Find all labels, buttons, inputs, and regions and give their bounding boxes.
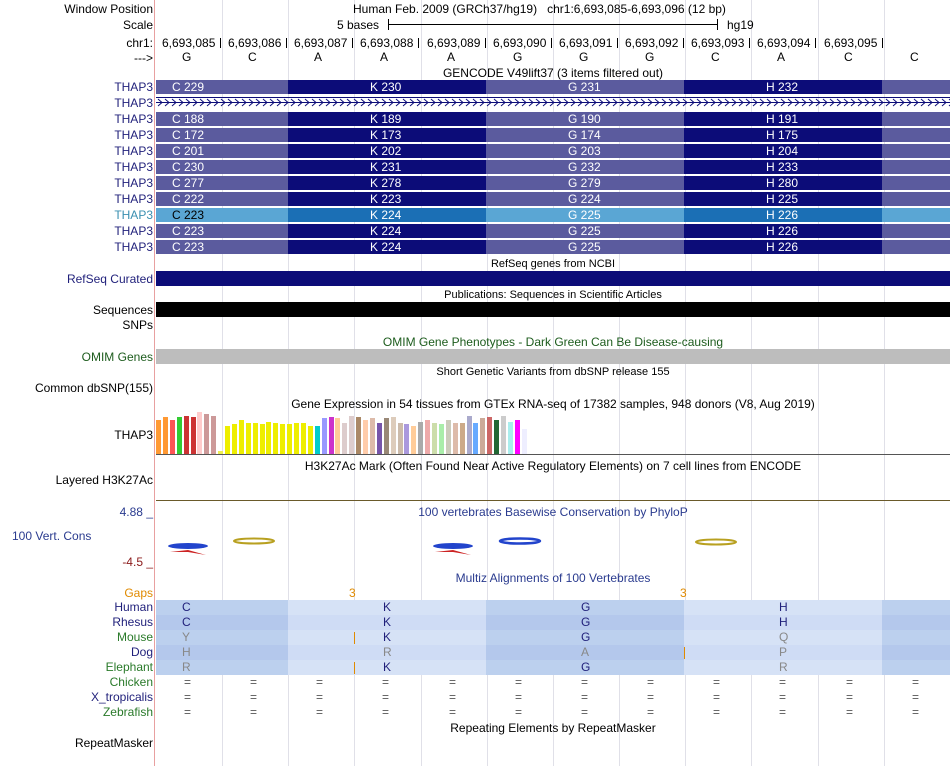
codon-cell[interactable]: H 226	[684, 240, 882, 254]
alignment-cell: R	[156, 660, 288, 675]
gencode-transcript-row[interactable]	[156, 144, 950, 158]
alignment-cell: R	[684, 660, 882, 675]
gtex-tissue-bar[interactable]	[329, 417, 334, 454]
gtex-tissue-bar[interactable]	[191, 417, 196, 454]
codon-cell[interactable]: G 225	[486, 208, 684, 222]
coordinate-tick	[683, 38, 684, 48]
coordinate-tick	[485, 38, 486, 48]
gap-equals-mark: =	[515, 675, 523, 689]
codon-cell[interactable]: C 277	[156, 176, 288, 190]
scale-bases: 5 bases	[337, 18, 380, 32]
gtex-baseline	[156, 454, 950, 455]
alignment-cell: K	[288, 660, 486, 675]
coordinate-tick	[617, 38, 618, 48]
gencode-transcript-row[interactable]	[156, 192, 950, 206]
gap-equals-mark: =	[250, 690, 258, 704]
gap-equals-mark: =	[382, 675, 390, 689]
repeatmasker-label[interactable]: RepeatMasker	[74, 736, 153, 750]
gap-count-1: 3	[349, 586, 356, 600]
species-alignment-row[interactable]	[156, 615, 950, 630]
chrom-label: chr1:	[126, 36, 153, 50]
insertion-marker	[354, 662, 355, 674]
gtex-tissue-bar[interactable]	[204, 414, 209, 454]
scale-label: Scale	[122, 18, 153, 32]
gap-equals-mark: =	[316, 690, 324, 704]
gencode-transcript-row[interactable]	[156, 208, 950, 222]
gap-equals-mark: =	[382, 690, 390, 704]
gap-equals-mark: =	[912, 690, 920, 704]
cons-min-label: -4.5 _	[122, 555, 153, 569]
codon-cell[interactable]: C 223	[156, 224, 288, 238]
alignment-cell	[882, 645, 950, 660]
gencode-transcript-row[interactable]	[156, 224, 950, 238]
gencode-transcript-row[interactable]	[156, 80, 950, 94]
species-alignment-row[interactable]	[156, 600, 950, 615]
gtex-tissue-bar[interactable]	[246, 423, 251, 454]
gtex-tissue-bar[interactable]	[177, 417, 182, 454]
gap-equals-mark: =	[184, 675, 192, 689]
gtex-tissue-bar[interactable]	[363, 420, 368, 454]
gtex-tissue-bar[interactable]	[253, 423, 258, 454]
base-letter: A	[314, 50, 323, 64]
coordinate-label: 6,693,087	[294, 36, 348, 50]
gap-equals-mark: =	[713, 690, 721, 704]
refseq-gene-bar[interactable]	[156, 271, 950, 286]
coordinate-tick	[815, 38, 816, 48]
alignment-cell: K	[288, 630, 486, 645]
refseq-label[interactable]: RefSeq Curated	[66, 272, 153, 286]
gtex-tissue-bar[interactable]	[356, 417, 361, 454]
base-letter: G	[579, 50, 589, 64]
gap-equals-mark: =	[449, 675, 457, 689]
alignment-cell: K	[288, 600, 486, 615]
coordinate-label: 6,693,085	[162, 36, 216, 50]
gap-equals-mark: =	[184, 690, 192, 704]
coordinate-label: 6,693,092	[625, 36, 679, 50]
coordinate-label: 6,693,089	[427, 36, 481, 50]
species-label[interactable]: X_tropicalis	[90, 690, 153, 704]
window-position-assembly: Human Feb. 2009 (GRCh37/hg19) chr1:6,693,085-6,693,096 (12 bp)	[353, 2, 726, 16]
coordinate-label: 6,693,088	[360, 36, 414, 50]
codon-cell[interactable]: K 189	[288, 112, 486, 126]
gtex-tissue-bar[interactable]	[418, 422, 423, 454]
gap-equals-mark: =	[779, 690, 787, 704]
alignment-cell: H	[684, 615, 882, 630]
gtex-tissue-bar[interactable]	[163, 417, 168, 454]
species-label[interactable]: Chicken	[109, 675, 153, 689]
codon-cell[interactable]: H 226	[684, 224, 882, 238]
codon-cell[interactable]: K 224	[288, 224, 486, 238]
codon-cell[interactable]: C 222	[156, 192, 288, 206]
alignment-cell: Y	[156, 630, 288, 645]
codon-cell[interactable]	[882, 80, 950, 94]
gaps-label[interactable]: Gaps	[124, 586, 153, 600]
gtex-tissue-bar[interactable]	[501, 416, 506, 454]
gencode-row-label[interactable]: THAP3	[114, 240, 153, 254]
gencode-row-label[interactable]: THAP3	[114, 112, 153, 126]
gtex-tissue-bar[interactable]	[404, 424, 409, 454]
alignment-cell	[882, 615, 950, 630]
alignment-cell: H	[156, 645, 288, 660]
codon-cell[interactable]: G 203	[486, 144, 684, 158]
cons-glyph-c1	[234, 539, 274, 544]
coordinate-tick	[551, 38, 552, 48]
gtex-tissue-bar[interactable]	[425, 420, 430, 454]
coordinate-tick	[418, 38, 419, 48]
codon-cell[interactable]	[882, 192, 950, 206]
base-letter: C	[248, 50, 257, 64]
gtex-tissue-bar[interactable]	[384, 418, 389, 454]
scale-bar	[388, 24, 718, 25]
gap-equals-mark: =	[779, 675, 787, 689]
codon-cell[interactable]	[882, 176, 950, 190]
codon-cell[interactable]: C 201	[156, 144, 288, 158]
gtex-tissue-bar[interactable]	[398, 423, 403, 454]
gtex-tissue-bar[interactable]	[156, 420, 161, 454]
gtex-tissue-bar[interactable]	[308, 426, 313, 454]
alignment-cell: R	[288, 645, 486, 660]
coordinate-label: 6,693,093	[691, 36, 745, 50]
pubs-sequence-bar[interactable]	[156, 302, 950, 317]
insertion-marker	[354, 632, 355, 644]
gtex-tissue-bar[interactable]	[515, 420, 520, 454]
codon-cell[interactable]: C 188	[156, 112, 288, 126]
gtex-tissue-bar[interactable]	[301, 423, 306, 454]
codon-cell[interactable]: G 224	[486, 192, 684, 206]
gtex-tissue-bar[interactable]	[184, 416, 189, 454]
coordinate-tick	[286, 38, 287, 48]
base-letter: C	[711, 50, 720, 64]
alignment-cell: C	[156, 615, 288, 630]
h3k27ac-baseline	[156, 500, 950, 501]
alignment-cell: H	[684, 600, 882, 615]
species-label[interactable]: Dog	[130, 645, 153, 659]
gtex-tissue-bar[interactable]	[473, 423, 478, 454]
codon-cell[interactable]: G 190	[486, 112, 684, 126]
gap-equals-mark: =	[713, 705, 721, 719]
gtex-tissue-bar[interactable]	[232, 424, 237, 454]
alignment-cell: P	[684, 645, 882, 660]
gencode-transcript-row[interactable]	[156, 160, 950, 174]
gtex-tissue-bar[interactable]	[287, 424, 292, 454]
codon-cell[interactable]	[882, 160, 950, 174]
codon-cell[interactable]: K 224	[288, 208, 486, 222]
codon-cell[interactable]: C 230	[156, 160, 288, 174]
base-letter: C	[844, 50, 853, 64]
track-divider	[154, 0, 155, 766]
gtex-tissue-bar[interactable]	[197, 412, 202, 454]
codon-cell[interactable]: K 223	[288, 192, 486, 206]
multiz-track-title[interactable]: Multiz Alignments of 100 Vertebrates	[455, 571, 651, 585]
gtex-tissue-bar[interactable]	[494, 420, 499, 454]
species-alignment-row[interactable]	[156, 660, 950, 675]
codon-cell[interactable]	[882, 112, 950, 126]
scale-db: hg19	[727, 18, 754, 32]
species-label[interactable]: Zebrafish	[102, 705, 153, 719]
codon-cell[interactable]: H 232	[684, 80, 882, 94]
codon-cell[interactable]: G 174	[486, 128, 684, 142]
codon-cell[interactable]: K 231	[288, 160, 486, 174]
codon-cell[interactable]: G 225	[486, 240, 684, 254]
species-label[interactable]: Mouse	[116, 630, 153, 644]
base-letter: A	[380, 50, 389, 64]
gtex-tissue-bar[interactable]	[446, 420, 451, 454]
coordinate-tick	[220, 38, 221, 48]
codon-cell[interactable]: K 202	[288, 144, 486, 158]
codon-cell[interactable]: H 225	[684, 192, 882, 206]
pubs-label[interactable]: Sequences	[92, 303, 153, 317]
codon-cell[interactable]: K 230	[288, 80, 486, 94]
strand-arrow-label: --->	[134, 51, 153, 65]
omim-label[interactable]: OMIM Genes	[81, 350, 153, 364]
gencode-transcript-row[interactable]	[156, 128, 950, 142]
alignment-cell: C	[156, 600, 288, 615]
gap-equals-mark: =	[316, 705, 324, 719]
codon-cell[interactable]: K 173	[288, 128, 486, 142]
repeatmasker-track-title[interactable]: Repeating Elements by RepeatMasker	[450, 721, 656, 735]
coordinate-tick	[749, 38, 750, 48]
codon-cell[interactable]: C 223	[156, 208, 288, 222]
gap-equals-mark: =	[316, 675, 324, 689]
base-letter: G	[645, 50, 655, 64]
coordinate-label: 6,693,091	[559, 36, 613, 50]
gap-equals-mark: =	[779, 705, 787, 719]
species-label[interactable]: Elephant	[105, 660, 153, 674]
gtex-tissue-bar[interactable]	[439, 424, 444, 454]
gap-equals-mark: =	[912, 705, 920, 719]
gtex-tissue-bar[interactable]	[391, 417, 396, 454]
gtex-tissue-bar[interactable]	[460, 423, 465, 454]
gtex-tissue-bar[interactable]	[370, 418, 375, 454]
codon-cell[interactable]: G 279	[486, 176, 684, 190]
gencode-row-label[interactable]: THAP3	[114, 192, 153, 206]
gtex-tissue-bar[interactable]	[522, 429, 527, 454]
base-letter: G	[182, 50, 192, 64]
alignment-cell	[882, 660, 950, 675]
codon-cell[interactable]: H 226	[684, 208, 882, 222]
gtex-tissue-bar[interactable]	[266, 422, 271, 454]
gtex-tissue-bar[interactable]	[377, 423, 382, 454]
codon-cell[interactable]: C 172	[156, 128, 288, 142]
gtex-tissue-bar[interactable]	[467, 416, 472, 454]
gap-equals-mark: =	[382, 705, 390, 719]
gencode-row-label[interactable]: THAP3	[114, 160, 153, 174]
species-alignment-row[interactable]	[156, 630, 950, 645]
codon-cell[interactable]: K 224	[288, 240, 486, 254]
codon-cell[interactable]: C 229	[156, 80, 288, 94]
gap-equals-mark: =	[515, 705, 523, 719]
window-position-label: Window Position	[64, 2, 153, 16]
cons-glyph-c2	[696, 540, 736, 545]
cons-glyph-g2	[433, 543, 473, 555]
dbsnp-label[interactable]: Common dbSNP(155)	[34, 381, 153, 395]
gap-equals-mark: =	[846, 690, 854, 704]
cons-logo-glyphs	[156, 530, 950, 562]
h3k27ac-label[interactable]: Layered H3K27Ac	[55, 473, 153, 487]
codon-cell[interactable]: H 204	[684, 144, 882, 158]
gtex-tissue-bar[interactable]	[335, 418, 340, 454]
base-letter: G	[513, 50, 523, 64]
gencode-row-label[interactable]: THAP3	[114, 144, 153, 158]
intron-chevrons	[156, 98, 950, 108]
gtex-tissue-bar[interactable]	[480, 418, 485, 454]
alignment-cell: A	[486, 645, 684, 660]
gencode-row-label[interactable]: THAP3	[114, 96, 153, 110]
gap-equals-mark: =	[647, 675, 655, 689]
codon-cell[interactable]: H 233	[684, 160, 882, 174]
codon-cell[interactable]: H 175	[684, 128, 882, 142]
gencode-transcript-row[interactable]	[156, 97, 950, 109]
gtex-tissue-bar[interactable]	[432, 423, 437, 454]
gencode-track-title[interactable]: GENCODE V49lift37 (3 items filtered out)	[442, 66, 664, 80]
gap-equals-mark: =	[581, 675, 589, 689]
gap-equals-mark: =	[184, 705, 192, 719]
gtex-tissue-bar[interactable]	[273, 423, 278, 454]
gap-equals-mark: =	[515, 690, 523, 704]
coordinate-label: 6,693,090	[493, 36, 547, 50]
gtex-tissue-bar[interactable]	[342, 423, 347, 454]
gencode-row-label[interactable]: THAP3	[114, 208, 153, 222]
gtex-label[interactable]: THAP3	[114, 428, 153, 442]
codon-cell[interactable]	[882, 128, 950, 142]
scale-bar-left	[388, 19, 389, 30]
codon-cell[interactable]	[882, 240, 950, 254]
cons-track-title[interactable]: 100 vertebrates Basewise Conservation by PhyloP	[418, 505, 688, 519]
codon-cell[interactable]: H 280	[684, 176, 882, 190]
gap-equals-mark: =	[250, 675, 258, 689]
gtex-tissue-bar[interactable]	[280, 424, 285, 454]
gap-equals-mark: =	[581, 690, 589, 704]
gtex-tissue-bar[interactable]	[453, 423, 458, 454]
gtex-tissue-bar[interactable]	[349, 416, 354, 454]
gencode-transcript-row[interactable]	[156, 240, 950, 254]
gtex-tissue-bar[interactable]	[411, 426, 416, 454]
codon-cell[interactable]	[882, 224, 950, 238]
cons-label[interactable]: 100 Vert. Cons	[12, 529, 92, 543]
gap-equals-mark: =	[912, 675, 920, 689]
species-label[interactable]: Human	[114, 600, 153, 614]
alignment-cell	[882, 630, 950, 645]
dbsnp-track-title[interactable]: Short Genetic Variants from dbSNP release 155	[436, 366, 670, 378]
codon-cell[interactable]	[882, 208, 950, 222]
gap-equals-mark: =	[581, 705, 589, 719]
gtex-tissue-bar[interactable]	[315, 426, 320, 454]
base-letter: A	[777, 50, 786, 64]
insertion-marker	[684, 647, 685, 659]
gap-count-2: 3	[680, 586, 687, 600]
species-alignment-row[interactable]	[156, 645, 950, 660]
gtex-tissue-bar[interactable]	[508, 422, 513, 454]
codon-cell[interactable]: G 231	[486, 80, 684, 94]
omim-bar[interactable]	[156, 349, 950, 364]
gap-equals-mark: =	[449, 690, 457, 704]
gap-equals-mark: =	[647, 705, 655, 719]
codon-cell[interactable]: H 191	[684, 112, 882, 126]
gtex-tissue-bar[interactable]	[294, 423, 299, 454]
h3k27ac-track-title[interactable]: H3K27Ac Mark (Often Found Near Active Regulatory Elements) on 7 cell lines from ENCODE	[304, 459, 802, 473]
coordinate-tick	[882, 38, 883, 48]
gap-equals-mark: =	[449, 705, 457, 719]
gencode-transcript-row[interactable]	[156, 112, 950, 126]
refseq-track-title[interactable]: RefSeq genes from NCBI	[490, 258, 616, 270]
gtex-tissue-bar[interactable]	[170, 420, 175, 454]
alignment-cell: Q	[684, 630, 882, 645]
alignment-cell: K	[288, 615, 486, 630]
gap-equals-mark: =	[647, 690, 655, 704]
gtex-tissue-bar[interactable]	[211, 416, 216, 454]
coordinate-label: 6,693,086	[228, 36, 282, 50]
gap-equals-mark: =	[713, 675, 721, 689]
cons-glyph-g3	[500, 539, 540, 544]
gencode-row-label[interactable]: THAP3	[114, 176, 153, 190]
base-letter: A	[447, 50, 456, 64]
gtex-tissue-bar[interactable]	[260, 424, 265, 454]
scale-bar-right	[717, 19, 718, 30]
gencode-row-label[interactable]: THAP3	[114, 128, 153, 142]
codon-cell[interactable]: K 278	[288, 176, 486, 190]
gtex-tissue-bar[interactable]	[322, 418, 327, 454]
codon-cell[interactable]: G 232	[486, 160, 684, 174]
cons-glyph-g1	[168, 543, 208, 555]
gtex-tissue-bar[interactable]	[239, 420, 244, 454]
coordinate-label: 6,693,094	[757, 36, 811, 50]
alignment-cell: G	[486, 600, 684, 615]
coordinate-label: 6,693,095	[824, 36, 878, 50]
gtex-bar-chart[interactable]	[156, 412, 950, 454]
codon-cell[interactable]: G 225	[486, 224, 684, 238]
gtex-tissue-bar[interactable]	[225, 426, 230, 454]
alignment-cell	[882, 600, 950, 615]
gtex-tissue-bar[interactable]	[487, 417, 492, 454]
gencode-row-label[interactable]: THAP3	[114, 224, 153, 238]
omim-track-title[interactable]: OMIM Gene Phenotypes - Dark Green Can Be Disease-causing	[382, 335, 724, 349]
gtex-track-title[interactable]: Gene Expression in 54 tissues from GTEx RNA-seq of 17382 samples, 948 donors (V8, Aug 2019)	[291, 397, 815, 411]
pubs-track-title[interactable]: Publications: Sequences in Scientific Articles	[444, 289, 662, 301]
base-letter: C	[910, 50, 919, 64]
coordinate-tick	[352, 38, 353, 48]
gencode-row-label[interactable]: THAP3	[114, 80, 153, 94]
codon-cell[interactable]	[882, 144, 950, 158]
gap-equals-mark: =	[250, 705, 258, 719]
species-label[interactable]: Rhesus	[112, 615, 153, 629]
gencode-transcript-row[interactable]	[156, 176, 950, 190]
codon-cell[interactable]: C 223	[156, 240, 288, 254]
alignment-cell: G	[486, 630, 684, 645]
snps-label[interactable]: SNPs	[122, 318, 153, 332]
gap-equals-mark: =	[846, 675, 854, 689]
alignment-cell: G	[486, 615, 684, 630]
gap-equals-mark: =	[846, 705, 854, 719]
cons-max-label: 4.88 _	[119, 505, 153, 519]
alignment-cell: G	[486, 660, 684, 675]
